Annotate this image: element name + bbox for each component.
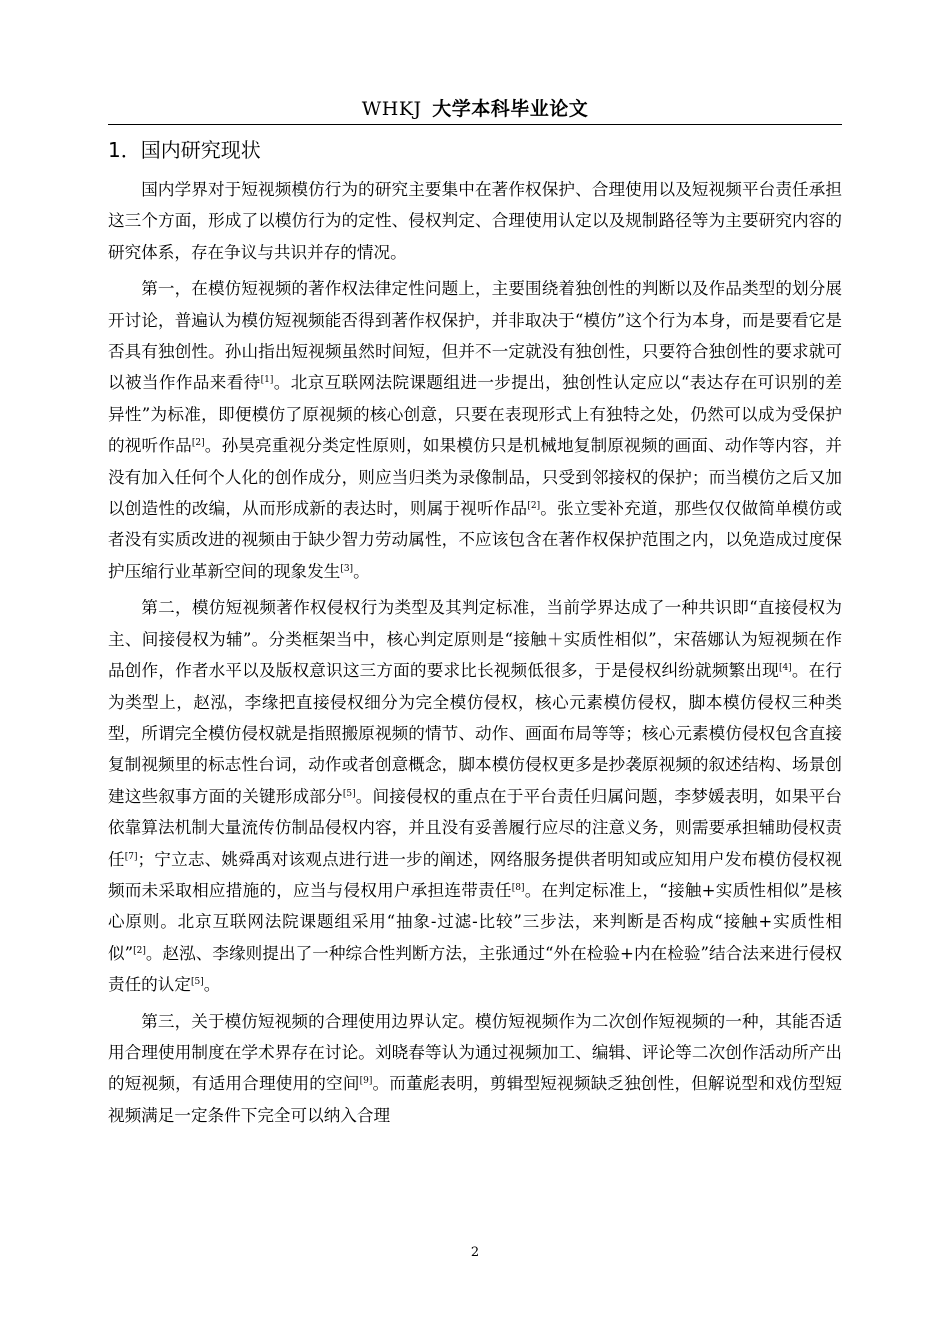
paragraph xyxy=(108,273,842,587)
paragraph-text: 。在判定标准上，“接触+实质性相似”是核心原则。北京互联网法院课题组采用“抽象-过滤-比较”三步法，来判断是否构成“接触+实质性相似” xyxy=(108,880,843,963)
section-heading: 1．国内研究现状 xyxy=(108,138,261,162)
paragraph-text: 。 xyxy=(203,975,221,995)
citation-ref: [7] xyxy=(124,851,138,862)
paragraph-text: 。孙昊亮重视分类定性原则，如果模仿只是机械地复制原视频的画面、动作等内容，并没有加入任何个人化的创作成分，则应当归类为录像制品，只受到邻接权的保护；而当模仿之后又加以创造性的改编，从而形成新的表达时，则属于视听作品 xyxy=(108,436,843,519)
paragraph-text: 国内学界对于短视频模仿行为的研究主要集中在著作权保护、合理使用以及短视频平台责任承担这三个方面，形成了以模仿行为的定性、侵权判定、合理使用认定以及规制路径等为主要研究内容的研究体系，存在争议与共识并存的情况。 xyxy=(108,180,842,262)
paragraph xyxy=(108,1006,842,1132)
header-rule xyxy=(108,124,842,125)
paragraph xyxy=(108,174,842,268)
paragraph-text: 第一，在模仿短视频的著作权法律定性问题上，主要围绕着独创性的判断以及作品类型的划分展开讨论，普遍认为模仿短视频能否得到著作权保护，并非取决于“模仿”这个行为本身，而是要看它是否具有独创性。孙山指出短视频虽然时间短，但并不一定就没有独创性，只要符合独创性的要求就可以被当作作品来看待 xyxy=(108,279,842,393)
citation-ref: [3] xyxy=(340,563,354,574)
paragraph-text: 。赵泓、李缘则提出了一种综合性判断方法，主张通过“外在检验+内在检验”结合法来进行侵权责任的认定 xyxy=(108,943,843,995)
citation-ref: [5] xyxy=(190,977,204,988)
citation-ref: [8] xyxy=(511,882,525,893)
paragraph-text: 。间接侵权的重点在于平台责任归属问题，李梦媛表明，如果平台依靠算法机制大量流传仿制品侵权内容，并且没有妥善履行应尽的注意义务，则需要承担辅助侵权责任 xyxy=(108,786,843,869)
body-text xyxy=(108,174,842,1136)
paragraph-text: ；宁立志、姚舜禹对该观点进行进一步的阐述，网络服务提供者明知或应知用户发布模仿侵权视频而未采取相应措施的，应当与侵权用户承担连带责任 xyxy=(108,849,843,900)
paragraph-text: 第二，模仿短视频著作权侵权行为类型及其判定标准，当前学界达成了一种共识即“直接侵权为主、间接侵权为辅”。分类框架当中，核心判定原则是“接触＋实质性相似”，宋蓓娜认为短视频在作品创作，作者水平以及版权意识这三方面的要求比长视频低很多，于是侵权纠纷就频繁出现 xyxy=(108,598,842,681)
paragraph-text: 。 xyxy=(353,561,370,581)
paragraph-text: 。在行为类型上，赵泓，李缘把直接侵权细分为完全模仿侵权，核心元素模仿侵权，脚本模仿侵权三种类型，所谓完全模仿侵权就是指照搬原视频的情节、动作、画面布局等等；核心元素模仿侵权包含直接复制视频里的标志性台词，动作或者创意概念，脚本模仿侵权更多是抄袭原视频的叙述结构、场景创建这些叙事方面的关键形成部分 xyxy=(108,661,843,806)
citation-ref: [5] xyxy=(342,788,356,799)
running-header xyxy=(108,94,842,124)
paragraph-text: 。而董彪表明，剪辑型短视频缺乏独创性，但解说型和戏仿型短视频满足一定条件下完全可以纳入合理 xyxy=(108,1074,843,1125)
citation-ref: [9] xyxy=(359,1076,373,1087)
header-right: 大学本科毕业论文 xyxy=(432,98,589,120)
citation-ref: [2] xyxy=(527,501,541,512)
paragraph xyxy=(108,592,842,1000)
paragraph-text: 。北京互联网法院课题组进一步提出，独创性认定应以“表达存在可识别的差异性”为标准，即便模仿了原视频的核心创意，只要在表现形式上有独特之处，仍然可以成为受保护的视听作品 xyxy=(108,373,842,456)
page-number: 2 xyxy=(470,1245,480,1260)
citation-ref: [2] xyxy=(133,945,146,956)
paragraph-text: 。张立雯补充道，那些仅仅做简单模仿或者没有实质改进的视频由于缺少智力劳动属性，不应该包含在著作权保护范围之内，以免造成过度保护压缩行业革新空间的现象发生 xyxy=(108,499,843,581)
citation-ref: [2] xyxy=(191,438,205,449)
citation-ref: [1] xyxy=(260,375,274,386)
citation-ref: [4] xyxy=(778,663,792,674)
header-left: WHKJ xyxy=(361,98,422,120)
paragraph-text: 第三，关于模仿短视频的合理使用边界认定。模仿短视频作为二次创作短视频的一种，其能否适用合理使用制度在学术界存在讨论。刘晓春等认为通过视频加工、编辑、评论等二次创作活动所产出的短视频，有适用合理使用的空间 xyxy=(108,1011,842,1094)
